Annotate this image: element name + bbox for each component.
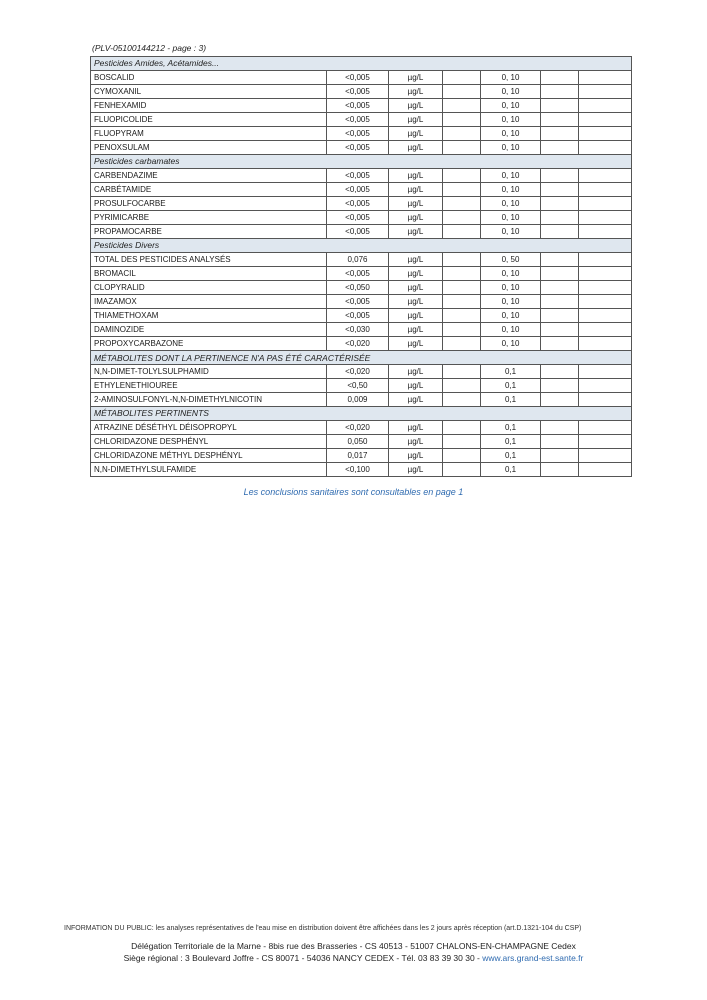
section-title: MÉTABOLITES PERTINENTS bbox=[91, 407, 632, 421]
result-value: <0,005 bbox=[327, 183, 389, 197]
quality-limit: 0, 10 bbox=[481, 309, 541, 323]
table-row bbox=[91, 211, 632, 225]
quality-limit: 0, 10 bbox=[481, 169, 541, 183]
result-unit: µg/L bbox=[389, 99, 443, 113]
page-reference: (PLV-05100144212 - page : 3) bbox=[92, 43, 207, 53]
empty-cell bbox=[541, 393, 579, 407]
parameter-name: FLUOPYRAM bbox=[91, 127, 327, 141]
empty-cell bbox=[443, 225, 481, 239]
quality-limit: 0, 10 bbox=[481, 197, 541, 211]
empty-cell bbox=[443, 309, 481, 323]
section-title: Pesticides carbamates bbox=[91, 155, 632, 169]
quality-limit: 0, 10 bbox=[481, 141, 541, 155]
empty-cell bbox=[443, 281, 481, 295]
empty-cell bbox=[541, 267, 579, 281]
empty-cell bbox=[443, 435, 481, 449]
table-row bbox=[91, 267, 632, 281]
parameter-name: PROPAMOCARBE bbox=[91, 225, 327, 239]
empty-cell bbox=[579, 281, 632, 295]
parameter-name: FLUOPICOLIDE bbox=[91, 113, 327, 127]
empty-cell bbox=[443, 449, 481, 463]
footer-regional-address bbox=[0, 953, 707, 963]
parameter-name: N,N-DIMETHYLSULFAMIDE bbox=[91, 463, 327, 477]
result-unit: µg/L bbox=[389, 281, 443, 295]
empty-cell bbox=[443, 127, 481, 141]
section-header-row bbox=[91, 239, 632, 253]
result-value: 0,076 bbox=[327, 253, 389, 267]
result-value: <0,005 bbox=[327, 169, 389, 183]
result-unit: µg/L bbox=[389, 323, 443, 337]
result-unit: µg/L bbox=[389, 141, 443, 155]
parameter-name: BOSCALID bbox=[91, 71, 327, 85]
parameter-name: PROPOXYCARBAZONE bbox=[91, 337, 327, 351]
empty-cell bbox=[579, 253, 632, 267]
result-value: <0,005 bbox=[327, 267, 389, 281]
table-row bbox=[91, 113, 632, 127]
parameter-name: FENHEXAMID bbox=[91, 99, 327, 113]
result-value: <0,005 bbox=[327, 197, 389, 211]
table-row bbox=[91, 463, 632, 477]
quality-limit: 0, 10 bbox=[481, 323, 541, 337]
quality-limit: 0, 10 bbox=[481, 225, 541, 239]
empty-cell bbox=[579, 267, 632, 281]
empty-cell bbox=[541, 295, 579, 309]
empty-cell bbox=[579, 323, 632, 337]
section-header-row bbox=[91, 155, 632, 169]
empty-cell bbox=[579, 197, 632, 211]
parameter-name: ETHYLENETHIOUREE bbox=[91, 379, 327, 393]
empty-cell bbox=[579, 379, 632, 393]
empty-cell bbox=[579, 421, 632, 435]
parameter-name: CARBENDAZIME bbox=[91, 169, 327, 183]
result-value: <0,50 bbox=[327, 379, 389, 393]
quality-limit: 0,1 bbox=[481, 421, 541, 435]
table-row bbox=[91, 99, 632, 113]
empty-cell bbox=[443, 85, 481, 99]
result-unit: µg/L bbox=[389, 379, 443, 393]
quality-limit: 0, 10 bbox=[481, 267, 541, 281]
empty-cell bbox=[579, 113, 632, 127]
footer-regional-text: Siège régional : 3 Boulevard Joffre - CS 80071 - 54036 NANCY CEDEX - Tél. 03 83 39 30 30 - bbox=[123, 953, 483, 963]
results-table bbox=[90, 56, 632, 477]
result-value: <0,100 bbox=[327, 463, 389, 477]
empty-cell bbox=[579, 211, 632, 225]
empty-cell bbox=[541, 323, 579, 337]
result-unit: µg/L bbox=[389, 267, 443, 281]
parameter-name: PYRIMICARBE bbox=[91, 211, 327, 225]
quality-limit: 0, 10 bbox=[481, 183, 541, 197]
parameter-name: CYMOXANIL bbox=[91, 85, 327, 99]
empty-cell bbox=[541, 85, 579, 99]
empty-cell bbox=[443, 169, 481, 183]
empty-cell bbox=[443, 295, 481, 309]
footer-delegation-address: Délégation Territoriale de la Marne - 8bis rue des Brasseries - CS 40513 - 51007 CHALONS-EN-CHAMPAGNE Cedex bbox=[131, 941, 576, 951]
empty-cell bbox=[579, 295, 632, 309]
quality-limit: 0, 10 bbox=[481, 71, 541, 85]
empty-cell bbox=[443, 141, 481, 155]
result-unit: µg/L bbox=[389, 85, 443, 99]
result-unit: µg/L bbox=[389, 421, 443, 435]
result-unit: µg/L bbox=[389, 113, 443, 127]
result-unit: µg/L bbox=[389, 169, 443, 183]
empty-cell bbox=[541, 281, 579, 295]
empty-cell bbox=[443, 379, 481, 393]
empty-cell bbox=[443, 365, 481, 379]
parameter-name: CARBÉTAMIDE bbox=[91, 183, 327, 197]
section-title: Pesticides Divers bbox=[91, 239, 632, 253]
empty-cell bbox=[541, 449, 579, 463]
parameter-name: IMAZAMOX bbox=[91, 295, 327, 309]
empty-cell bbox=[579, 393, 632, 407]
quality-limit: 0,1 bbox=[481, 393, 541, 407]
table-row bbox=[91, 309, 632, 323]
result-value: 0,017 bbox=[327, 449, 389, 463]
empty-cell bbox=[579, 141, 632, 155]
quality-limit: 0, 10 bbox=[481, 113, 541, 127]
empty-cell bbox=[541, 169, 579, 183]
parameter-name: THIAMETHOXAM bbox=[91, 309, 327, 323]
empty-cell bbox=[443, 463, 481, 477]
parameter-name: N,N-DIMET-TOLYLSULPHAMID bbox=[91, 365, 327, 379]
empty-cell bbox=[541, 71, 579, 85]
result-unit: µg/L bbox=[389, 197, 443, 211]
quality-limit: 0,1 bbox=[481, 435, 541, 449]
empty-cell bbox=[579, 449, 632, 463]
empty-cell bbox=[541, 463, 579, 477]
section-header-row bbox=[91, 407, 632, 421]
empty-cell bbox=[541, 127, 579, 141]
results-body bbox=[91, 57, 632, 477]
empty-cell bbox=[579, 183, 632, 197]
table-row bbox=[91, 365, 632, 379]
empty-cell bbox=[579, 435, 632, 449]
empty-cell bbox=[541, 197, 579, 211]
empty-cell bbox=[541, 113, 579, 127]
table-row bbox=[91, 449, 632, 463]
quality-limit: 0, 10 bbox=[481, 127, 541, 141]
result-unit: µg/L bbox=[389, 309, 443, 323]
result-unit: µg/L bbox=[389, 449, 443, 463]
result-value: <0,005 bbox=[327, 85, 389, 99]
table-row bbox=[91, 169, 632, 183]
table-row bbox=[91, 421, 632, 435]
footer-public-information: INFORMATION DU PUBLIC: les analyses représentatives de l'eau mise en distribution doivent être affichées dans les 2 jours après réception (art.D.1321-104 du CSP) bbox=[64, 925, 582, 932]
result-unit: µg/L bbox=[389, 463, 443, 477]
result-unit: µg/L bbox=[389, 295, 443, 309]
empty-cell bbox=[541, 435, 579, 449]
quality-limit: 0,1 bbox=[481, 449, 541, 463]
empty-cell bbox=[579, 71, 632, 85]
parameter-name: CHLORIDAZONE DESPHÉNYL bbox=[91, 435, 327, 449]
result-value: <0,005 bbox=[327, 141, 389, 155]
empty-cell bbox=[443, 267, 481, 281]
result-unit: µg/L bbox=[389, 183, 443, 197]
empty-cell bbox=[443, 337, 481, 351]
empty-cell bbox=[579, 127, 632, 141]
empty-cell bbox=[443, 197, 481, 211]
result-value: <0,005 bbox=[327, 127, 389, 141]
empty-cell bbox=[443, 99, 481, 113]
section-title: MÉTABOLITES DONT LA PERTINENCE N'A PAS ÉTÉ CARACTÉRISÉE bbox=[91, 351, 632, 365]
result-value: <0,030 bbox=[327, 323, 389, 337]
table-row bbox=[91, 393, 632, 407]
parameter-name: PROSULFOCARBE bbox=[91, 197, 327, 211]
empty-cell bbox=[541, 379, 579, 393]
empty-cell bbox=[579, 365, 632, 379]
result-unit: µg/L bbox=[389, 253, 443, 267]
empty-cell bbox=[541, 421, 579, 435]
empty-cell bbox=[541, 309, 579, 323]
empty-cell bbox=[541, 225, 579, 239]
result-value: <0,005 bbox=[327, 225, 389, 239]
empty-cell bbox=[541, 253, 579, 267]
table-row bbox=[91, 225, 632, 239]
result-value: 0,050 bbox=[327, 435, 389, 449]
result-unit: µg/L bbox=[389, 225, 443, 239]
empty-cell bbox=[579, 309, 632, 323]
empty-cell bbox=[579, 169, 632, 183]
parameter-name: BROMACIL bbox=[91, 267, 327, 281]
section-header-row bbox=[91, 351, 632, 365]
result-value: <0,005 bbox=[327, 309, 389, 323]
table-row bbox=[91, 197, 632, 211]
empty-cell bbox=[443, 253, 481, 267]
empty-cell bbox=[443, 113, 481, 127]
parameter-name: CLOPYRALID bbox=[91, 281, 327, 295]
result-value: <0,005 bbox=[327, 71, 389, 85]
empty-cell bbox=[579, 225, 632, 239]
empty-cell bbox=[443, 393, 481, 407]
empty-cell bbox=[443, 71, 481, 85]
empty-cell bbox=[541, 141, 579, 155]
result-unit: µg/L bbox=[389, 211, 443, 225]
parameter-name: CHLORIDAZONE MÉTHYL DESPHÉNYL bbox=[91, 449, 327, 463]
table-row bbox=[91, 295, 632, 309]
table-row bbox=[91, 323, 632, 337]
table-row bbox=[91, 337, 632, 351]
table-row bbox=[91, 183, 632, 197]
quality-limit: 0, 50 bbox=[481, 253, 541, 267]
quality-limit: 0, 10 bbox=[481, 295, 541, 309]
quality-limit: 0,1 bbox=[481, 463, 541, 477]
empty-cell bbox=[443, 323, 481, 337]
conclusion-note: Les conclusions sanitaires sont consultables en page 1 bbox=[243, 487, 464, 497]
empty-cell bbox=[541, 183, 579, 197]
result-value: <0,005 bbox=[327, 295, 389, 309]
table-row bbox=[91, 141, 632, 155]
quality-limit: 0,1 bbox=[481, 379, 541, 393]
result-unit: µg/L bbox=[389, 393, 443, 407]
quality-limit: 0, 10 bbox=[481, 211, 541, 225]
table-row bbox=[91, 71, 632, 85]
parameter-name: PENOXSULAM bbox=[91, 141, 327, 155]
parameter-name: 2-AMINOSULFONYL-N,N-DIMETHYLNICOTIN bbox=[91, 393, 327, 407]
empty-cell bbox=[541, 211, 579, 225]
parameter-name: TOTAL DES PESTICIDES ANALYSÉS bbox=[91, 253, 327, 267]
result-unit: µg/L bbox=[389, 71, 443, 85]
result-value: <0,005 bbox=[327, 113, 389, 127]
result-unit: µg/L bbox=[389, 127, 443, 141]
empty-cell bbox=[541, 337, 579, 351]
quality-limit: 0, 10 bbox=[481, 337, 541, 351]
table-row bbox=[91, 379, 632, 393]
parameter-name: DAMINOZIDE bbox=[91, 323, 327, 337]
result-value: <0,020 bbox=[327, 421, 389, 435]
result-value: <0,020 bbox=[327, 337, 389, 351]
empty-cell bbox=[443, 421, 481, 435]
table-row bbox=[91, 127, 632, 141]
section-header-row bbox=[91, 57, 632, 71]
table-row bbox=[91, 435, 632, 449]
quality-limit: 0,1 bbox=[481, 365, 541, 379]
empty-cell bbox=[579, 99, 632, 113]
result-value: <0,005 bbox=[327, 211, 389, 225]
quality-limit: 0, 10 bbox=[481, 85, 541, 99]
table-row bbox=[91, 281, 632, 295]
quality-limit: 0, 10 bbox=[481, 281, 541, 295]
result-value: <0,050 bbox=[327, 281, 389, 295]
result-unit: µg/L bbox=[389, 365, 443, 379]
empty-cell bbox=[541, 99, 579, 113]
empty-cell bbox=[443, 211, 481, 225]
empty-cell bbox=[579, 337, 632, 351]
result-value: <0,005 bbox=[327, 99, 389, 113]
empty-cell bbox=[579, 463, 632, 477]
section-title: Pesticides Amides, Acétamides... bbox=[91, 57, 632, 71]
table-row bbox=[91, 85, 632, 99]
footer-website-link[interactable]: www.ars.grand-est.sante.fr bbox=[482, 953, 584, 963]
empty-cell bbox=[443, 183, 481, 197]
table-row bbox=[91, 253, 632, 267]
result-value: 0,009 bbox=[327, 393, 389, 407]
result-unit: µg/L bbox=[389, 337, 443, 351]
result-value: <0,020 bbox=[327, 365, 389, 379]
empty-cell bbox=[579, 85, 632, 99]
result-unit: µg/L bbox=[389, 435, 443, 449]
quality-limit: 0, 10 bbox=[481, 99, 541, 113]
parameter-name: ATRAZINE DÉSÉTHYL DÉISOPROPYL bbox=[91, 421, 327, 435]
empty-cell bbox=[541, 365, 579, 379]
